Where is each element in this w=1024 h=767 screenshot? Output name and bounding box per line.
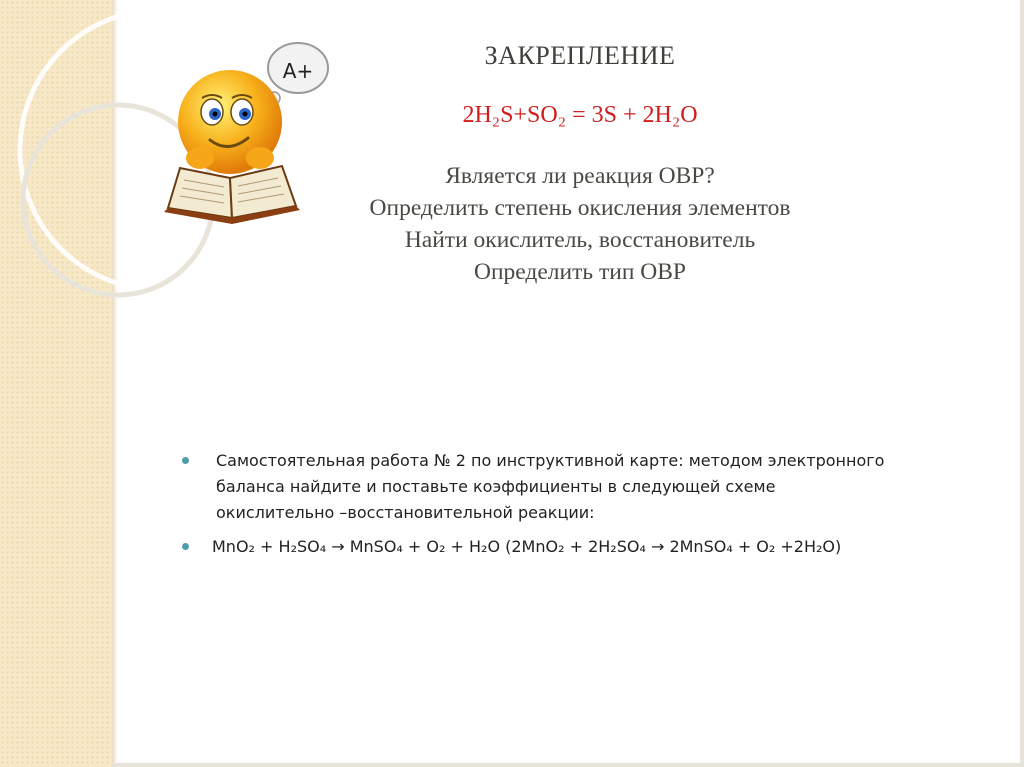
bullet-line: баланса найдите и поставьте коэффициенты в следующей схеме bbox=[216, 477, 776, 496]
question-line: Определить степень окисления элементов bbox=[369, 195, 791, 221]
frame-right bbox=[1020, 0, 1024, 767]
frame-bottom bbox=[112, 763, 1024, 767]
bullet-dot-icon bbox=[182, 457, 189, 464]
reaction-equation: 2H₂S+SO₂ = 3S + 2H₂O bbox=[462, 102, 698, 128]
question-line: Определить тип ОВР bbox=[474, 259, 686, 285]
bullet-dot-icon bbox=[182, 543, 189, 550]
bullet-line: Самостоятельная работа № 2 по инструктивной карте: методом электронного bbox=[216, 451, 885, 470]
bullet-item-reaction-scheme bbox=[178, 534, 998, 560]
bullet-line: окислительно –восстановительной реакции: bbox=[216, 503, 595, 522]
thought-bubble-label: A+ bbox=[282, 59, 314, 83]
question-line: Является ли реакция ОВР? bbox=[445, 163, 715, 189]
bullet-item-assignment bbox=[178, 448, 998, 526]
bullet-line: MnO₂ + H₂SO₄ → MnSO₄ + O₂ + H₂O (2MnO₂ + 2H₂SO₄ → 2MnSO₄ + O₂ +2H₂O) bbox=[212, 537, 842, 556]
slide-heading: ЗАКРЕПЛЕНИЕ bbox=[484, 41, 676, 70]
task-questions bbox=[300, 160, 860, 288]
question-line: Найти окислитель, восстановитель bbox=[404, 227, 756, 253]
slide-title-block bbox=[300, 40, 860, 288]
bullet-list bbox=[178, 448, 998, 560]
